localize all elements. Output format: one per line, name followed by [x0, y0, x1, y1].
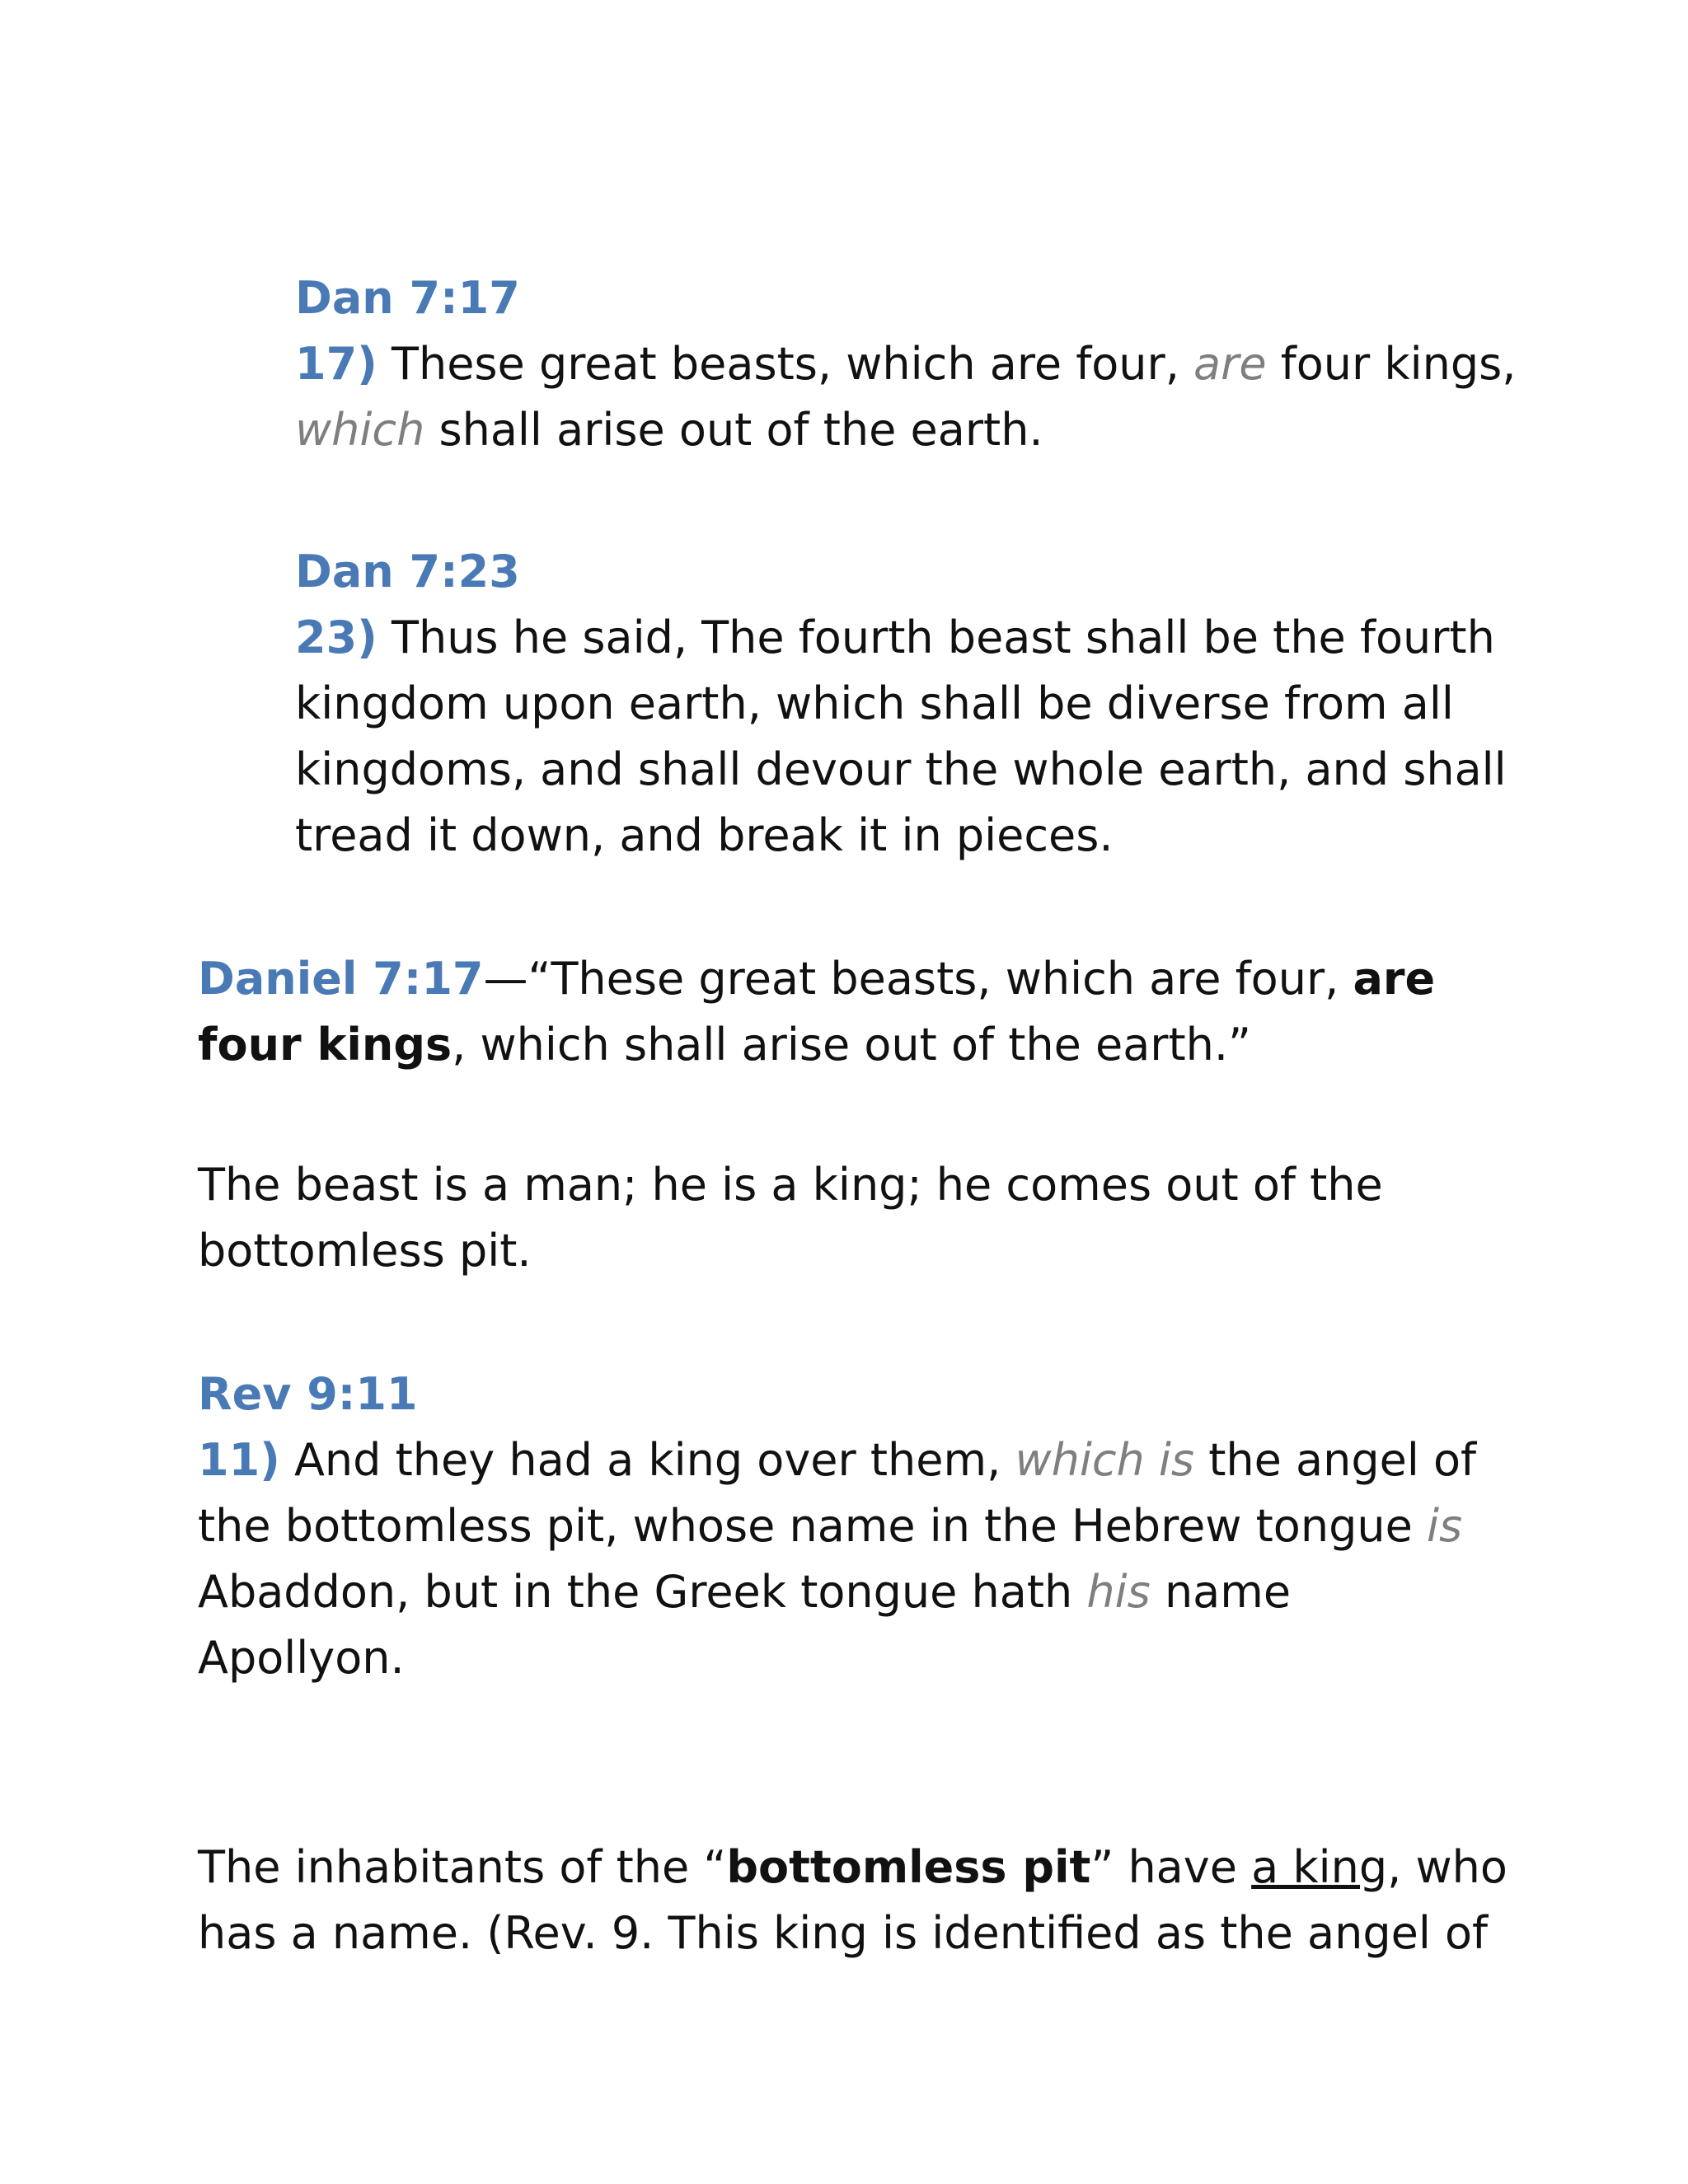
verse-line [295, 605, 1507, 671]
quote-text: —“These great beasts, which are four, [483, 953, 1353, 1005]
verse-line: tread it down, and break it in pieces. [295, 809, 1114, 861]
verse-number: 17) [295, 338, 377, 390]
italic-word: which [295, 404, 425, 456]
verse-text: These great beasts, which are four, [377, 338, 1194, 390]
verse-line: Apollyon. [198, 1632, 405, 1684]
quote-reference: Daniel 7:17 [198, 953, 484, 1005]
paragraph-line: has a name. (Rev. 9. This king is identified as the angel of [198, 1907, 1489, 1959]
paragraph-line [198, 946, 1435, 1012]
verse-line: kingdoms, and shall devour the whole earth, and shall [295, 743, 1507, 795]
italic-word: his [1086, 1566, 1151, 1618]
verse-line [295, 331, 1516, 397]
verse-line [295, 397, 1516, 463]
verse-number: 11) [198, 1434, 280, 1486]
verse-text: Thus he said, The fourth beast shall be the fourth [377, 612, 1495, 663]
verse-line: kingdom upon earth, which shall be diverse from all [295, 677, 1454, 729]
paragraph-line [198, 1835, 1507, 1900]
verse-text: the angel of [1194, 1434, 1477, 1486]
verse-text: shall arise out of the earth. [424, 404, 1043, 456]
verse-reference: Dan 7:23 [295, 546, 520, 598]
paragraph-text: ” have [1090, 1841, 1252, 1893]
paragraph-line: The beast is a man; he is a king; he comes out of the [198, 1159, 1383, 1211]
paragraph-text: , who [1387, 1841, 1507, 1893]
verse-line [198, 1493, 1476, 1559]
underlined-text: a king [1251, 1841, 1388, 1893]
daniel-quote-paragraph [198, 946, 1435, 1078]
inhabitants-paragraph [198, 1835, 1507, 1966]
paragraph-text: The inhabitants of the “ [198, 1841, 727, 1893]
italic-word: which is [1015, 1434, 1195, 1486]
verse-text: Abaddon, but in the Greek tongue hath [198, 1566, 1087, 1618]
verse-block-dan-7-23 [295, 539, 1507, 869]
verse-number: 23) [295, 612, 377, 663]
verse-reference: Dan 7:17 [295, 272, 520, 324]
verse-block-dan-7-17 [295, 265, 1516, 463]
beast-paragraph [198, 1152, 1383, 1284]
bold-text: are [1353, 953, 1436, 1005]
verse-text: name [1150, 1566, 1292, 1618]
bold-text: four kings [198, 1019, 452, 1071]
verse-line [198, 1559, 1476, 1625]
verse-block-rev-9-11 [198, 1361, 1476, 1691]
verse-text: the bottomless pit, whose name in the Hebrew tongue [198, 1500, 1427, 1552]
bold-text: bottomless pit [726, 1841, 1091, 1893]
italic-word: is [1426, 1500, 1463, 1552]
paragraph-line [198, 1012, 1435, 1078]
italic-word: are [1193, 338, 1267, 390]
verse-text: And they had a king over them, [279, 1434, 1015, 1486]
verse-text: four kings, [1266, 338, 1517, 390]
paragraph-line: bottomless pit. [198, 1225, 532, 1277]
quote-text: , which shall arise out of the earth.” [452, 1019, 1252, 1071]
verse-reference: Rev 9:11 [198, 1368, 418, 1420]
verse-line [198, 1427, 1476, 1493]
